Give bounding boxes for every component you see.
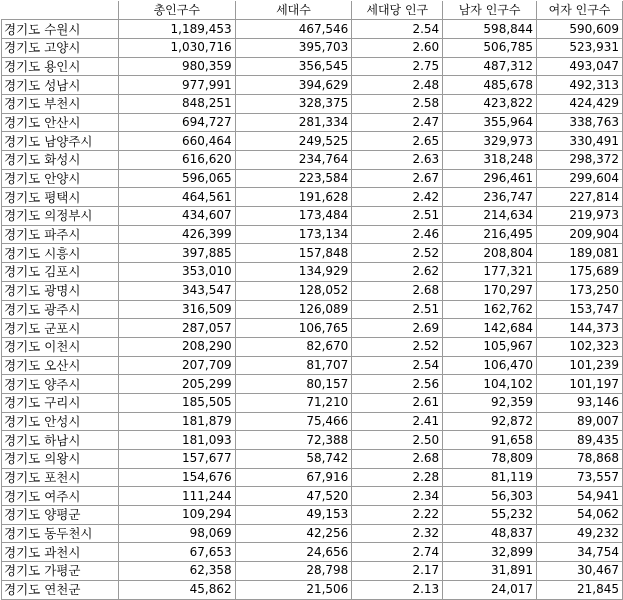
total-population-cell[interactable]: 596,065: [118, 169, 235, 188]
female-population-cell[interactable]: 173,250: [537, 281, 623, 300]
persons-per-household-cell[interactable]: 2.54: [352, 356, 443, 375]
table-row: [2, 113, 623, 132]
female-population-cell[interactable]: 219,973: [537, 207, 623, 226]
region-cell[interactable]: 경기도 의왕시: [2, 450, 119, 469]
table-row: [2, 169, 623, 188]
total-population-cell[interactable]: 205,299: [118, 375, 235, 394]
persons-per-household-cell[interactable]: 2.69: [352, 319, 443, 338]
households-cell[interactable]: 21,506: [235, 580, 352, 599]
total-population-cell[interactable]: 694,727: [118, 113, 235, 132]
total-population-cell[interactable]: 181,879: [118, 412, 235, 431]
region-cell[interactable]: 경기도 가평군: [2, 562, 119, 581]
female-population-cell[interactable]: 54,062: [537, 506, 623, 525]
region-cell[interactable]: 경기도 이천시: [2, 337, 119, 356]
households-cell[interactable]: 42,256: [235, 524, 352, 543]
table-row: [2, 20, 623, 39]
region-cell[interactable]: 경기도 평택시: [2, 188, 119, 207]
table-row: [2, 244, 623, 263]
table-row: [2, 337, 623, 356]
male-population-cell[interactable]: 318,248: [443, 151, 537, 170]
households-cell[interactable]: 394,629: [235, 76, 352, 95]
households-cell[interactable]: 395,703: [235, 38, 352, 57]
households-cell[interactable]: 157,848: [235, 244, 352, 263]
male-population-cell[interactable]: 56,303: [443, 487, 537, 506]
region-cell[interactable]: 경기도 시흥시: [2, 244, 119, 263]
region-cell[interactable]: 경기도 안산시: [2, 113, 119, 132]
households-cell[interactable]: 49,153: [235, 506, 352, 525]
table-row: [2, 151, 623, 170]
table-row: [2, 281, 623, 300]
table-row: [2, 375, 623, 394]
persons-per-household-cell[interactable]: 2.67: [352, 169, 443, 188]
total-population-cell[interactable]: 207,709: [118, 356, 235, 375]
region-cell[interactable]: 경기도 광명시: [2, 281, 119, 300]
households-cell[interactable]: 173,134: [235, 225, 352, 244]
table-row: [2, 207, 623, 226]
households-cell[interactable]: 223,584: [235, 169, 352, 188]
male-population-cell[interactable]: 423,822: [443, 94, 537, 113]
female-population-cell[interactable]: 101,197: [537, 375, 623, 394]
female-population-cell[interactable]: 523,931: [537, 38, 623, 57]
persons-per-household-cell[interactable]: 2.52: [352, 337, 443, 356]
households-cell[interactable]: 80,157: [235, 375, 352, 394]
female-population-cell[interactable]: 493,047: [537, 57, 623, 76]
male-population-cell[interactable]: 487,312: [443, 57, 537, 76]
table-row: [2, 393, 623, 412]
male-population-cell[interactable]: 506,785: [443, 38, 537, 57]
female-population-cell[interactable]: 21,845: [537, 580, 623, 599]
total-population-cell[interactable]: 343,547: [118, 281, 235, 300]
persons-per-household-cell[interactable]: 2.52: [352, 244, 443, 263]
persons-per-household-cell[interactable]: 2.17: [352, 562, 443, 581]
persons-per-household-cell[interactable]: 2.50: [352, 431, 443, 450]
table-row: [2, 188, 623, 207]
persons-per-household-cell[interactable]: 2.41: [352, 412, 443, 431]
persons-per-household-cell[interactable]: 2.60: [352, 38, 443, 57]
female-population-cell[interactable]: 298,372: [537, 151, 623, 170]
persons-per-household-cell[interactable]: 2.75: [352, 57, 443, 76]
region-cell[interactable]: 경기도 군포시: [2, 319, 119, 338]
region-cell[interactable]: 경기도 의정부시: [2, 207, 119, 226]
female-population-cell[interactable]: 492,313: [537, 76, 623, 95]
households-cell[interactable]: 24,656: [235, 543, 352, 562]
total-population-cell[interactable]: 157,677: [118, 450, 235, 469]
households-cell[interactable]: 58,742: [235, 450, 352, 469]
region-cell[interactable]: 경기도 안양시: [2, 169, 119, 188]
households-cell[interactable]: 234,764: [235, 151, 352, 170]
table-row: [2, 94, 623, 113]
total-population-cell[interactable]: 111,244: [118, 487, 235, 506]
female-population-cell[interactable]: 49,232: [537, 524, 623, 543]
male-population-cell[interactable]: 170,297: [443, 281, 537, 300]
female-population-cell[interactable]: 144,373: [537, 319, 623, 338]
households-cell[interactable]: 173,484: [235, 207, 352, 226]
households-cell[interactable]: 82,670: [235, 337, 352, 356]
region-cell[interactable]: 경기도 용인시: [2, 57, 119, 76]
region-cell[interactable]: 경기도 과천시: [2, 543, 119, 562]
female-population-cell[interactable]: 73,557: [537, 468, 623, 487]
persons-per-household-cell[interactable]: 2.54: [352, 20, 443, 39]
persons-per-household-cell[interactable]: 2.65: [352, 132, 443, 151]
header-cell-total-population[interactable]: 총인구수: [118, 1, 235, 20]
male-population-cell[interactable]: 355,964: [443, 113, 537, 132]
region-cell[interactable]: 경기도 구리시: [2, 393, 119, 412]
table-row: [2, 468, 623, 487]
male-population-cell[interactable]: 485,678: [443, 76, 537, 95]
female-population-cell[interactable]: 34,754: [537, 543, 623, 562]
male-population-cell[interactable]: 598,844: [443, 20, 537, 39]
region-cell[interactable]: 경기도 양주시: [2, 375, 119, 394]
female-population-cell[interactable]: 299,604: [537, 169, 623, 188]
female-population-cell[interactable]: 338,763: [537, 113, 623, 132]
male-population-cell[interactable]: 32,899: [443, 543, 537, 562]
total-population-cell[interactable]: 1,030,716: [118, 38, 235, 57]
region-cell[interactable]: 경기도 포천시: [2, 468, 119, 487]
male-population-cell[interactable]: 92,872: [443, 412, 537, 431]
male-population-cell[interactable]: 24,017: [443, 580, 537, 599]
table-row: [2, 319, 623, 338]
persons-per-household-cell[interactable]: 2.61: [352, 393, 443, 412]
total-population-cell[interactable]: 109,294: [118, 506, 235, 525]
male-population-cell[interactable]: 106,470: [443, 356, 537, 375]
total-population-cell[interactable]: 185,505: [118, 393, 235, 412]
table-row: [2, 225, 623, 244]
female-population-cell[interactable]: 102,323: [537, 337, 623, 356]
persons-per-household-cell[interactable]: 2.46: [352, 225, 443, 244]
female-population-cell[interactable]: 78,868: [537, 450, 623, 469]
total-population-cell[interactable]: 67,653: [118, 543, 235, 562]
male-population-cell[interactable]: 92,359: [443, 393, 537, 412]
households-cell[interactable]: 356,545: [235, 57, 352, 76]
persons-per-household-cell[interactable]: 2.48: [352, 76, 443, 95]
total-population-cell[interactable]: 316,509: [118, 300, 235, 319]
table-row: [2, 356, 623, 375]
households-cell[interactable]: 47,520: [235, 487, 352, 506]
households-cell[interactable]: 67,916: [235, 468, 352, 487]
male-population-cell[interactable]: 236,747: [443, 188, 537, 207]
table-row: [2, 38, 623, 57]
households-cell[interactable]: 106,765: [235, 319, 352, 338]
male-population-cell[interactable]: 216,495: [443, 225, 537, 244]
persons-per-household-cell[interactable]: 2.32: [352, 524, 443, 543]
region-cell[interactable]: 경기도 수원시: [2, 20, 119, 39]
female-population-cell[interactable]: 89,007: [537, 412, 623, 431]
persons-per-household-cell[interactable]: 2.13: [352, 580, 443, 599]
region-cell[interactable]: 경기도 성남시: [2, 76, 119, 95]
total-population-cell[interactable]: 977,991: [118, 76, 235, 95]
male-population-cell[interactable]: 55,232: [443, 506, 537, 525]
total-population-cell[interactable]: 98,069: [118, 524, 235, 543]
header-cell-persons-per-household[interactable]: 세대당 인구: [352, 1, 443, 20]
persons-per-household-cell[interactable]: 2.63: [352, 151, 443, 170]
region-cell[interactable]: 경기도 연천군: [2, 580, 119, 599]
region-cell[interactable]: 경기도 광주시: [2, 300, 119, 319]
female-population-cell[interactable]: 153,747: [537, 300, 623, 319]
table-row: [2, 450, 623, 469]
table-row: [2, 431, 623, 450]
male-population-cell[interactable]: 78,809: [443, 450, 537, 469]
region-cell[interactable]: 경기도 고양시: [2, 38, 119, 57]
total-population-cell[interactable]: 154,676: [118, 468, 235, 487]
region-cell[interactable]: 경기도 여주시: [2, 487, 119, 506]
male-population-cell[interactable]: 162,762: [443, 300, 537, 319]
male-population-cell[interactable]: 208,804: [443, 244, 537, 263]
table-row: [2, 580, 623, 599]
total-population-cell[interactable]: 181,093: [118, 431, 235, 450]
region-cell[interactable]: 경기도 하남시: [2, 431, 119, 450]
table-row: [2, 412, 623, 431]
households-cell[interactable]: 134,929: [235, 263, 352, 282]
female-population-cell[interactable]: 101,239: [537, 356, 623, 375]
male-population-cell[interactable]: 91,658: [443, 431, 537, 450]
households-cell[interactable]: 81,707: [235, 356, 352, 375]
total-population-cell[interactable]: 208,290: [118, 337, 235, 356]
male-population-cell[interactable]: 81,119: [443, 468, 537, 487]
total-population-cell[interactable]: 660,464: [118, 132, 235, 151]
female-population-cell[interactable]: 590,609: [537, 20, 623, 39]
table-body: [2, 20, 623, 599]
total-population-cell[interactable]: 397,885: [118, 244, 235, 263]
total-population-cell[interactable]: 426,399: [118, 225, 235, 244]
persons-per-household-cell[interactable]: 2.34: [352, 487, 443, 506]
female-population-cell[interactable]: 424,429: [537, 94, 623, 113]
male-population-cell[interactable]: 104,102: [443, 375, 537, 394]
male-population-cell[interactable]: 48,837: [443, 524, 537, 543]
total-population-cell[interactable]: 464,561: [118, 188, 235, 207]
table-row: [2, 57, 623, 76]
households-cell[interactable]: 126,089: [235, 300, 352, 319]
header-row: [2, 1, 623, 20]
persons-per-household-cell[interactable]: 2.51: [352, 300, 443, 319]
table-row: [2, 300, 623, 319]
header-cell-region[interactable]: [2, 1, 119, 20]
persons-per-household-cell[interactable]: 2.51: [352, 207, 443, 226]
male-population-cell[interactable]: 214,634: [443, 207, 537, 226]
total-population-cell[interactable]: 616,620: [118, 151, 235, 170]
total-population-cell[interactable]: 434,607: [118, 207, 235, 226]
total-population-cell[interactable]: 848,251: [118, 94, 235, 113]
region-cell[interactable]: 경기도 남양주시: [2, 132, 119, 151]
households-cell[interactable]: 71,210: [235, 393, 352, 412]
female-population-cell[interactable]: 175,689: [537, 263, 623, 282]
households-cell[interactable]: 249,525: [235, 132, 352, 151]
female-population-cell[interactable]: 30,467: [537, 562, 623, 581]
persons-per-household-cell[interactable]: 2.56: [352, 375, 443, 394]
persons-per-household-cell[interactable]: 2.68: [352, 281, 443, 300]
table-row: [2, 506, 623, 525]
households-cell[interactable]: 72,388: [235, 431, 352, 450]
persons-per-household-cell[interactable]: 2.22: [352, 506, 443, 525]
header-cell-female-population[interactable]: 여자 인구수: [537, 1, 623, 20]
table-row: [2, 524, 623, 543]
total-population-cell[interactable]: 353,010: [118, 263, 235, 282]
female-population-cell[interactable]: 54,941: [537, 487, 623, 506]
male-population-cell[interactable]: 142,684: [443, 319, 537, 338]
female-population-cell[interactable]: 227,814: [537, 188, 623, 207]
total-population-cell[interactable]: 287,057: [118, 319, 235, 338]
region-cell[interactable]: 경기도 안성시: [2, 412, 119, 431]
female-population-cell[interactable]: 209,904: [537, 225, 623, 244]
total-population-cell[interactable]: 1,189,453: [118, 20, 235, 39]
male-population-cell[interactable]: 296,461: [443, 169, 537, 188]
header-cell-male-population[interactable]: 남자 인구수: [443, 1, 537, 20]
total-population-cell[interactable]: 45,862: [118, 580, 235, 599]
region-cell[interactable]: 경기도 양평군: [2, 506, 119, 525]
female-population-cell[interactable]: 189,081: [537, 244, 623, 263]
persons-per-household-cell[interactable]: 2.58: [352, 94, 443, 113]
persons-per-household-cell[interactable]: 2.62: [352, 263, 443, 282]
region-cell[interactable]: 경기도 오산시: [2, 356, 119, 375]
female-population-cell[interactable]: 330,491: [537, 132, 623, 151]
persons-per-household-cell[interactable]: 2.74: [352, 543, 443, 562]
households-cell[interactable]: 328,375: [235, 94, 352, 113]
table-row: [2, 76, 623, 95]
persons-per-household-cell[interactable]: 2.42: [352, 188, 443, 207]
households-cell[interactable]: 191,628: [235, 188, 352, 207]
persons-per-household-cell[interactable]: 2.47: [352, 113, 443, 132]
header-cell-households[interactable]: 세대수: [235, 1, 352, 20]
households-cell[interactable]: 281,334: [235, 113, 352, 132]
male-population-cell[interactable]: 329,973: [443, 132, 537, 151]
female-population-cell[interactable]: 89,435: [537, 431, 623, 450]
region-cell[interactable]: 경기도 파주시: [2, 225, 119, 244]
total-population-cell[interactable]: 980,359: [118, 57, 235, 76]
region-cell[interactable]: 경기도 부천시: [2, 94, 119, 113]
male-population-cell[interactable]: 105,967: [443, 337, 537, 356]
region-cell[interactable]: 경기도 동두천시: [2, 524, 119, 543]
table-row: [2, 543, 623, 562]
persons-per-household-cell[interactable]: 2.68: [352, 450, 443, 469]
male-population-cell[interactable]: 31,891: [443, 562, 537, 581]
male-population-cell[interactable]: 177,321: [443, 263, 537, 282]
households-cell[interactable]: 75,466: [235, 412, 352, 431]
table-row: [2, 132, 623, 151]
persons-per-household-cell[interactable]: 2.28: [352, 468, 443, 487]
region-cell[interactable]: 경기도 김포시: [2, 263, 119, 282]
table-row: [2, 562, 623, 581]
total-population-cell[interactable]: 62,358: [118, 562, 235, 581]
table-row: [2, 487, 623, 506]
region-cell[interactable]: 경기도 화성시: [2, 151, 119, 170]
households-cell[interactable]: 28,798: [235, 562, 352, 581]
table-row: [2, 263, 623, 282]
households-cell[interactable]: 467,546: [235, 20, 352, 39]
households-cell[interactable]: 128,052: [235, 281, 352, 300]
population-table: [1, 1, 623, 600]
female-population-cell[interactable]: 93,146: [537, 393, 623, 412]
